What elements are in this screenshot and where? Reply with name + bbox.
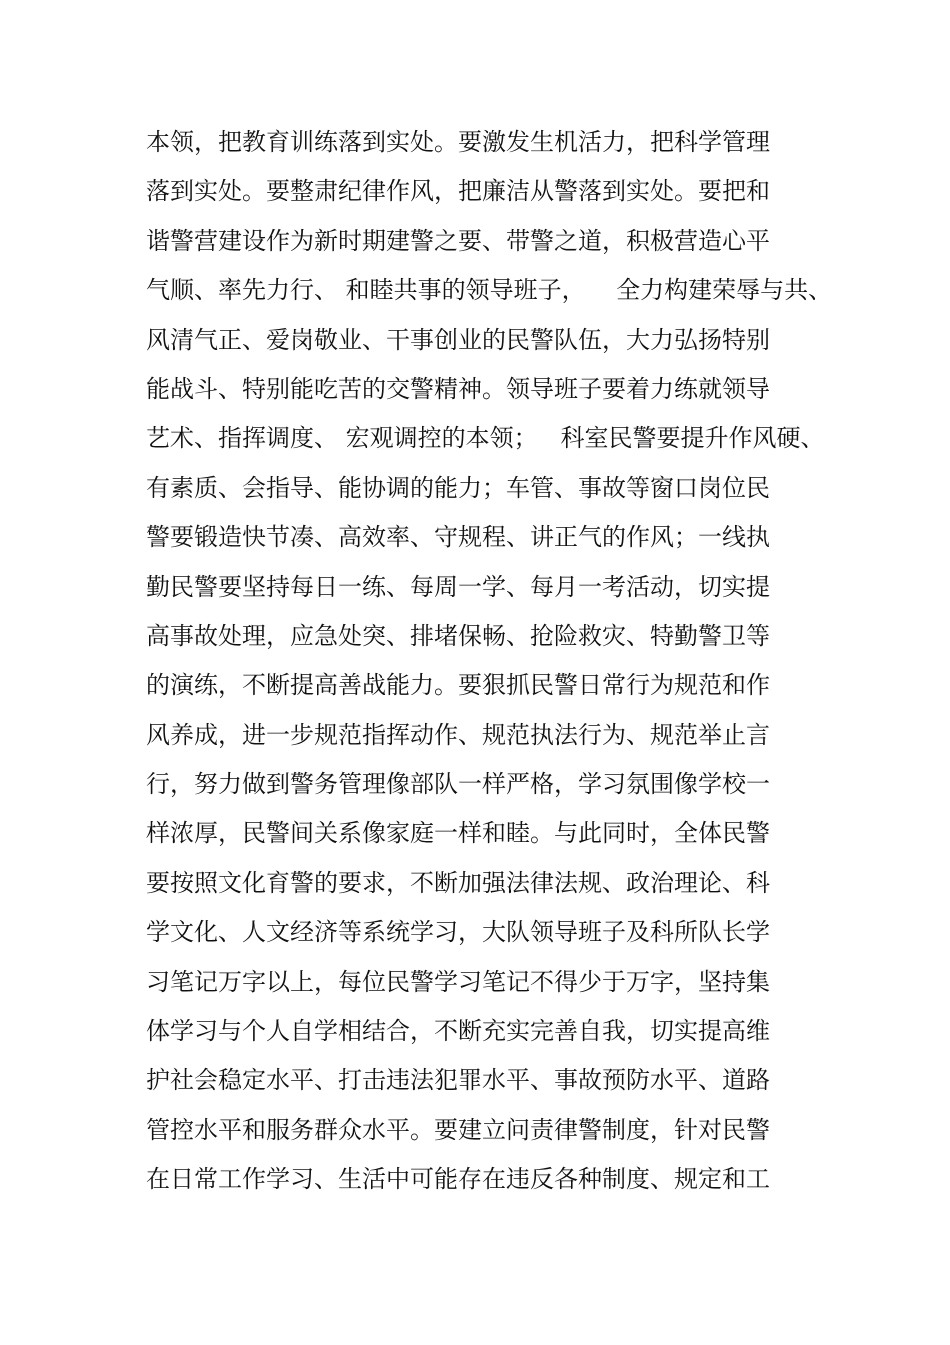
- text-line: 的演练，不断提高善战能力。要狠抓民警日常行为规范和作: [146, 671, 770, 700]
- text-line: 有素质、会指导、能协调的能力；车管、事故等窗口岗位民: [146, 473, 770, 502]
- body-text: [146, 122, 833, 1209]
- text-line: 气顺、率先力行、 和睦共事的领导班子， 全力构建荣辱与共、: [146, 276, 833, 305]
- text-line: 管控水平和服务群众水平。要建立问责律警制度，针对民警: [146, 1115, 770, 1144]
- text-line: 样浓厚，民警间关系像家庭一样和睦。与此同时，全体民警: [146, 819, 770, 848]
- text-line: 本领，把教育训练落到实处。要激发生机活力，把科学管理: [146, 128, 770, 156]
- text-line: 高事故处理，应急处突、排堵保畅、抢险救灾、特勤警卫等: [146, 621, 770, 650]
- text-line: 习笔记万字以上，每位民警学习笔记不得少于万字，坚持集: [146, 967, 770, 996]
- text-line: 学文化、人文经济等系统学习，大队领导班子及科所队长学: [146, 918, 770, 947]
- text-line: 风养成，进一步规范指挥动作、规范执法行为、规范举止言: [146, 720, 770, 749]
- text-line: 护社会稳定水平、打击违法犯罪水平、事故预防水平、道路: [146, 1066, 770, 1095]
- text-line: 落到实处。要整肃纪律作风，把廉洁从警落到实处。要把和: [146, 177, 770, 206]
- text-line: 在日常工作学习、生活中可能存在违反各种制度、规定和工: [146, 1165, 770, 1194]
- text-line: 勤民警要坚持每日一练、每周一学、每月一考活动，切实提: [146, 572, 770, 601]
- text-line: 能战斗、特别能吃苦的交警精神。领导班子要着力练就领导: [146, 374, 770, 403]
- text-line: 艺术、指挥调度、 宏观调控的本领； 科室民警要提升作风硬、: [146, 424, 825, 453]
- text-line: 要按照文化育警的要求，不断加强法律法规、政治理论、科: [146, 868, 770, 897]
- text-line: 行，努力做到警务管理像部队一样严格，学习氛围像学校一: [146, 770, 770, 799]
- text-line: 谐警营建设作为新时期建警之要、带警之道，积极营造心平: [146, 226, 770, 255]
- text-line: 风清气正、爱岗敬业、干事创业的民警队伍，大力弘扬特别: [146, 325, 770, 354]
- text-line: 体学习与个人自学相结合，不断充实完善自我，切实提高维: [146, 1017, 770, 1046]
- text-line: 警要锻造快节凑、高效率、守规程、讲正气的作风；一线执: [146, 523, 770, 552]
